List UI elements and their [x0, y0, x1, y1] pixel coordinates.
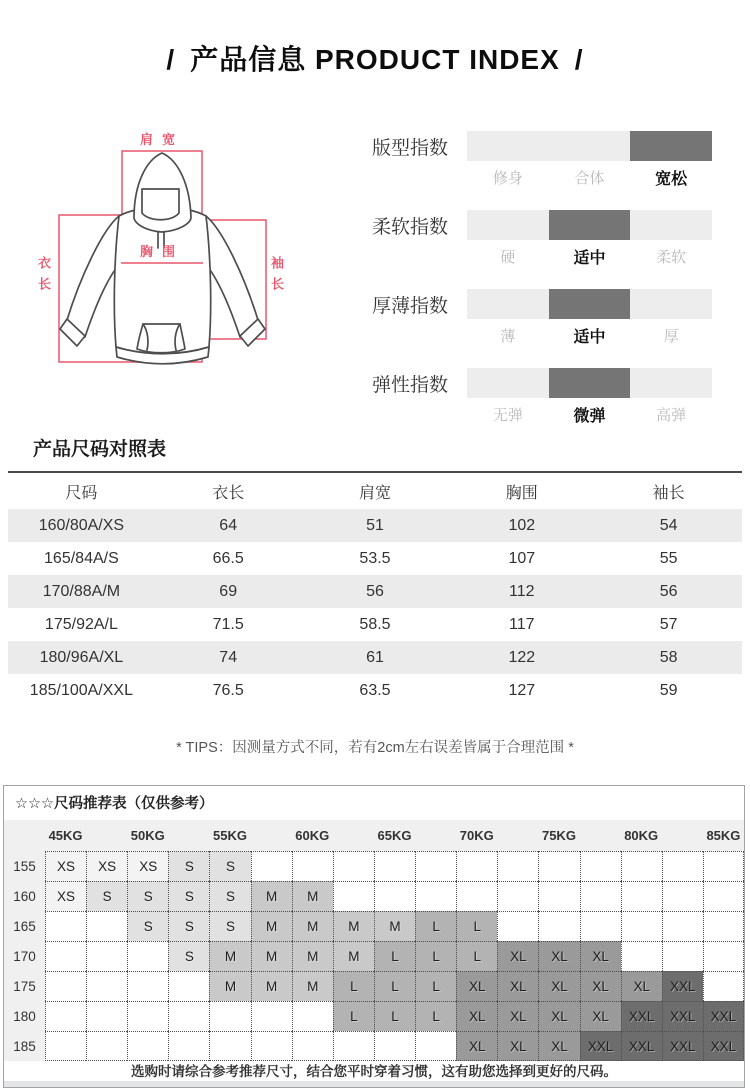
size-cell	[662, 911, 703, 941]
size-cell	[580, 851, 621, 881]
recommendation-grid	[4, 851, 744, 1061]
size-cell	[209, 1031, 250, 1061]
size-cell: XL	[497, 1001, 538, 1031]
size-cell	[415, 851, 456, 881]
size-cell	[621, 851, 662, 881]
size-cell	[374, 851, 415, 881]
size-table-cell: 160/80A/XS	[38, 516, 125, 534]
size-cell	[45, 971, 86, 1001]
size-cell: XXL	[580, 1031, 621, 1061]
size-cell	[45, 911, 86, 941]
recommendation-row	[4, 881, 744, 911]
size-table-cell: 53.5	[359, 549, 391, 567]
size-cell	[86, 971, 127, 1001]
size-cell: M	[292, 971, 333, 1001]
size-cell: XL	[580, 941, 621, 971]
size-cell	[86, 911, 127, 941]
size-cell: XS	[45, 881, 86, 911]
size-table-row	[8, 641, 742, 674]
weight-header-cell: 70KG	[459, 828, 494, 844]
size-table-cell: 66.5	[212, 549, 244, 567]
size-cell	[127, 941, 168, 971]
size-cell: M	[251, 881, 292, 911]
size-cell	[497, 851, 538, 881]
size-table-cell: 165/84A/S	[44, 549, 119, 567]
weight-header-cell: 65KG	[377, 828, 412, 844]
size-cell: M	[292, 941, 333, 971]
size-cell	[86, 1001, 127, 1031]
size-cell	[292, 851, 333, 881]
recommendation-row	[4, 941, 744, 971]
size-cell: S	[168, 941, 209, 971]
size-table-cell: 57	[659, 615, 678, 633]
tips-text: * TIPS：因测量方式不同，若有2cm左右误差皆属于合理范围 *	[176, 740, 574, 756]
size-cell	[580, 911, 621, 941]
size-cell: XL	[538, 1001, 579, 1031]
size-table-cell: 59	[659, 681, 678, 699]
size-table-header-cell: 尺码	[65, 484, 98, 502]
index-group	[372, 289, 712, 346]
size-table-cell: 170/88A/M	[42, 582, 121, 600]
size-table	[8, 471, 742, 707]
size-cell	[333, 881, 374, 911]
index-option: 微弹	[573, 408, 606, 425]
size-table-row	[8, 674, 742, 707]
index-bar	[467, 210, 712, 240]
size-cell: L	[374, 1001, 415, 1031]
hoodie-diagram-svg	[30, 118, 360, 418]
index-label: 厚薄指数	[372, 295, 449, 317]
size-cell: M	[251, 911, 292, 941]
index-option: 合体	[574, 170, 605, 187]
recommendation-row	[4, 1031, 744, 1061]
size-table-body	[8, 509, 742, 707]
index-label: 版型指数	[372, 137, 449, 159]
size-cell: XXL	[621, 1001, 662, 1031]
index-bar	[467, 131, 712, 161]
size-cell	[45, 1001, 86, 1031]
title-slash-right: /	[574, 44, 584, 75]
index-option: 适中	[573, 250, 606, 267]
shoulder-width-label: 肩宽	[139, 132, 184, 147]
size-cell	[621, 911, 662, 941]
size-cell	[209, 1001, 250, 1031]
size-cell: M	[333, 911, 374, 941]
size-table-cell: 64	[219, 516, 238, 534]
size-cell: XXL	[703, 1001, 744, 1031]
index-label: 弹性指数	[372, 374, 449, 396]
size-cell: S	[209, 911, 250, 941]
size-cell	[415, 1031, 456, 1061]
height-label-cell: 160	[4, 881, 45, 911]
size-table-cell: 51	[366, 516, 384, 534]
weight-header-cell: 60KG	[295, 828, 330, 844]
size-table-cell: 117	[509, 615, 535, 633]
size-cell: XXL	[662, 1001, 703, 1031]
page-title	[0, 38, 750, 78]
size-table-row	[8, 542, 742, 575]
weight-header-cell: 75KG	[541, 828, 576, 844]
size-recommendation-box	[3, 785, 745, 1088]
size-table-cell: 63.5	[359, 681, 391, 699]
size-cell: L	[333, 971, 374, 1001]
size-cell	[86, 941, 127, 971]
recommendation-title: ☆☆☆尺码推荐表（仅供参考）	[15, 796, 214, 812]
size-table-header-cell: 肩宽	[358, 484, 391, 502]
size-cell: S	[168, 881, 209, 911]
index-row	[372, 368, 712, 398]
size-cell: XL	[580, 971, 621, 1001]
size-cell	[662, 941, 703, 971]
weight-header-cell: 55KG	[213, 828, 247, 844]
size-cell	[168, 1001, 209, 1031]
size-cell	[580, 881, 621, 911]
index-option: 适中	[573, 329, 606, 346]
size-table-cell: 54	[659, 516, 678, 534]
size-table-cell: 58	[659, 648, 678, 666]
size-cell: XL	[497, 941, 538, 971]
weight-header-row	[4, 820, 744, 851]
size-cell: XS	[45, 851, 86, 881]
size-cell: L	[374, 971, 415, 1001]
index-group	[372, 368, 712, 425]
index-bar	[467, 368, 712, 398]
index-row	[372, 210, 712, 240]
size-table-cell: 180/96A/XL	[39, 648, 124, 666]
height-label-cell: 175	[4, 971, 45, 1001]
index-bar	[467, 289, 712, 319]
size-cell: L	[456, 911, 497, 941]
size-table-cell: 76.5	[212, 681, 244, 699]
size-table-cell: 175/92A/L	[44, 615, 118, 633]
index-bar-segment	[467, 210, 549, 240]
size-cell	[538, 911, 579, 941]
size-cell	[703, 881, 744, 911]
size-cell	[168, 971, 209, 1001]
size-cell: M	[292, 911, 333, 941]
size-table-cell: 56	[366, 582, 384, 600]
size-cell: XL	[456, 1031, 497, 1061]
size-cell: M	[374, 911, 415, 941]
size-cell	[456, 851, 497, 881]
size-cell: S	[209, 881, 250, 911]
index-options	[467, 404, 712, 425]
index-option: 厚	[663, 328, 679, 345]
size-cell	[86, 1031, 127, 1061]
index-option: 薄	[500, 328, 516, 345]
weight-header-cell: 50KG	[130, 828, 165, 844]
index-list	[372, 131, 712, 447]
index-bar-segment	[630, 131, 712, 161]
size-cell	[333, 851, 374, 881]
index-bar-segment	[549, 289, 631, 319]
recommendation-footer: 选购时请综合参考推荐尺寸，结合您平时穿着习惯，这有助您选择到更好的尺码。	[131, 1064, 617, 1080]
size-cell	[497, 881, 538, 911]
weight-header-cell: 85KG	[706, 828, 741, 844]
hoodie-measurement-diagram	[30, 118, 360, 418]
index-bar-segment	[549, 210, 631, 240]
recommendation-row	[4, 851, 744, 881]
size-table-header-cell: 袖长	[652, 484, 685, 502]
size-cell	[703, 971, 744, 1001]
index-option: 宽松	[655, 171, 688, 188]
size-table-header-cell: 胸围	[505, 484, 538, 502]
size-table-cell: 58.5	[359, 615, 391, 633]
size-cell: M	[209, 971, 250, 1001]
index-option: 修身	[492, 170, 523, 187]
size-cell	[168, 1031, 209, 1061]
size-cell	[662, 881, 703, 911]
index-bar-segment	[630, 289, 712, 319]
size-cell: XL	[456, 971, 497, 1001]
index-option: 高弹	[656, 407, 687, 424]
size-table-cell: 56	[659, 582, 678, 600]
size-table-title: 产品尺码对照表	[33, 439, 167, 460]
size-cell: XL	[538, 941, 579, 971]
size-cell: XXL	[621, 1031, 662, 1061]
size-cell: L	[456, 941, 497, 971]
size-cell	[538, 851, 579, 881]
size-cell: M	[209, 941, 250, 971]
index-option: 无弹	[492, 407, 523, 424]
size-cell: S	[127, 911, 168, 941]
size-table-cell: 74	[219, 648, 238, 666]
index-options	[467, 167, 712, 188]
size-cell: S	[127, 881, 168, 911]
size-cell: S	[86, 881, 127, 911]
size-cell	[292, 1031, 333, 1061]
size-table-cell: 185/100A/XXL	[29, 681, 133, 699]
size-cell: S	[209, 851, 250, 881]
title-slash-left: /	[166, 44, 176, 75]
size-cell	[333, 1031, 374, 1061]
size-table-cell: 112	[509, 582, 535, 600]
index-group	[372, 131, 712, 188]
size-cell	[621, 881, 662, 911]
size-cell: XXL	[662, 971, 703, 1001]
height-label-cell: 180	[4, 1001, 45, 1031]
size-table-header-cell: 衣长	[212, 484, 245, 502]
weight-header-cell: 80KG	[624, 828, 659, 844]
size-cell: L	[333, 1001, 374, 1031]
size-cell	[45, 941, 86, 971]
size-cell	[251, 1001, 292, 1031]
index-bar-segment	[630, 210, 712, 240]
size-table-cell: 61	[366, 648, 384, 666]
size-cell: XL	[538, 971, 579, 1001]
size-cell: L	[415, 911, 456, 941]
size-table-cell: 71.5	[212, 615, 244, 633]
garment-length-label: 衣长	[36, 256, 51, 298]
index-option: 硬	[500, 249, 516, 266]
size-cell: XL	[580, 1001, 621, 1031]
size-cell: XXL	[662, 1031, 703, 1061]
height-label-cell: 185	[4, 1031, 45, 1061]
index-bar-segment	[630, 368, 712, 398]
size-cell	[703, 851, 744, 881]
recommendation-row	[4, 971, 744, 1001]
size-cell: M	[333, 941, 374, 971]
index-option: 柔软	[656, 249, 687, 266]
size-cell	[538, 881, 579, 911]
size-cell: L	[415, 941, 456, 971]
size-cell: XL	[621, 971, 662, 1001]
size-cell	[374, 881, 415, 911]
size-cell: M	[251, 971, 292, 1001]
size-table-cell: 102	[508, 516, 536, 534]
index-row	[372, 289, 712, 319]
size-table-row	[8, 575, 742, 608]
index-bar-segment	[467, 368, 549, 398]
height-label-cell: 155	[4, 851, 45, 881]
size-table-cell: 107	[508, 549, 536, 567]
height-label-cell: 170	[4, 941, 45, 971]
recommendation-row	[4, 1001, 744, 1031]
size-cell: XL	[538, 1031, 579, 1061]
size-cell: XS	[127, 851, 168, 881]
weight-header-cell: 45KG	[48, 828, 83, 844]
size-table-cell: 55	[659, 549, 678, 567]
chest-label: 胸围	[139, 244, 184, 259]
size-table-cell: 127	[508, 681, 536, 699]
size-cell	[703, 941, 744, 971]
size-cell: XXL	[703, 1031, 744, 1061]
size-cell: L	[415, 1001, 456, 1031]
size-cell	[127, 971, 168, 1001]
size-table-header	[8, 473, 742, 509]
index-bar-segment	[549, 131, 631, 161]
size-cell: XL	[456, 1001, 497, 1031]
size-cell: S	[168, 851, 209, 881]
size-cell: M	[251, 941, 292, 971]
size-table-row	[8, 608, 742, 641]
bottom-strip	[4, 1081, 744, 1087]
size-cell	[415, 881, 456, 911]
size-cell	[703, 911, 744, 941]
index-bar-segment	[467, 131, 549, 161]
index-options	[467, 325, 712, 346]
size-cell: XL	[497, 971, 538, 1001]
index-bar-segment	[549, 368, 631, 398]
size-cell	[662, 851, 703, 881]
size-cell: M	[292, 881, 333, 911]
size-cell	[251, 1031, 292, 1061]
size-cell	[456, 881, 497, 911]
size-cell: XL	[497, 1031, 538, 1061]
index-label: 柔软指数	[372, 216, 449, 238]
size-cell	[292, 1001, 333, 1031]
recommendation-row	[4, 911, 744, 941]
size-cell	[621, 941, 662, 971]
sleeve-length-label: 袖长	[269, 256, 284, 298]
size-cell	[374, 1031, 415, 1061]
size-cell: L	[374, 941, 415, 971]
height-label-cell: 165	[4, 911, 45, 941]
size-cell: S	[168, 911, 209, 941]
size-cell	[45, 1031, 86, 1061]
page-title-text: 产品信息 PRODUCT INDEX	[190, 44, 560, 75]
size-cell	[127, 1001, 168, 1031]
size-cell	[497, 911, 538, 941]
size-cell	[251, 851, 292, 881]
index-group	[372, 210, 712, 267]
index-options	[467, 246, 712, 267]
index-bar-segment	[467, 289, 549, 319]
size-cell: L	[415, 971, 456, 1001]
index-row	[372, 131, 712, 161]
size-cell	[127, 1031, 168, 1061]
size-table-cell: 69	[219, 582, 238, 600]
size-cell: XS	[86, 851, 127, 881]
size-table-cell: 122	[508, 648, 536, 666]
size-table-row	[8, 509, 742, 542]
